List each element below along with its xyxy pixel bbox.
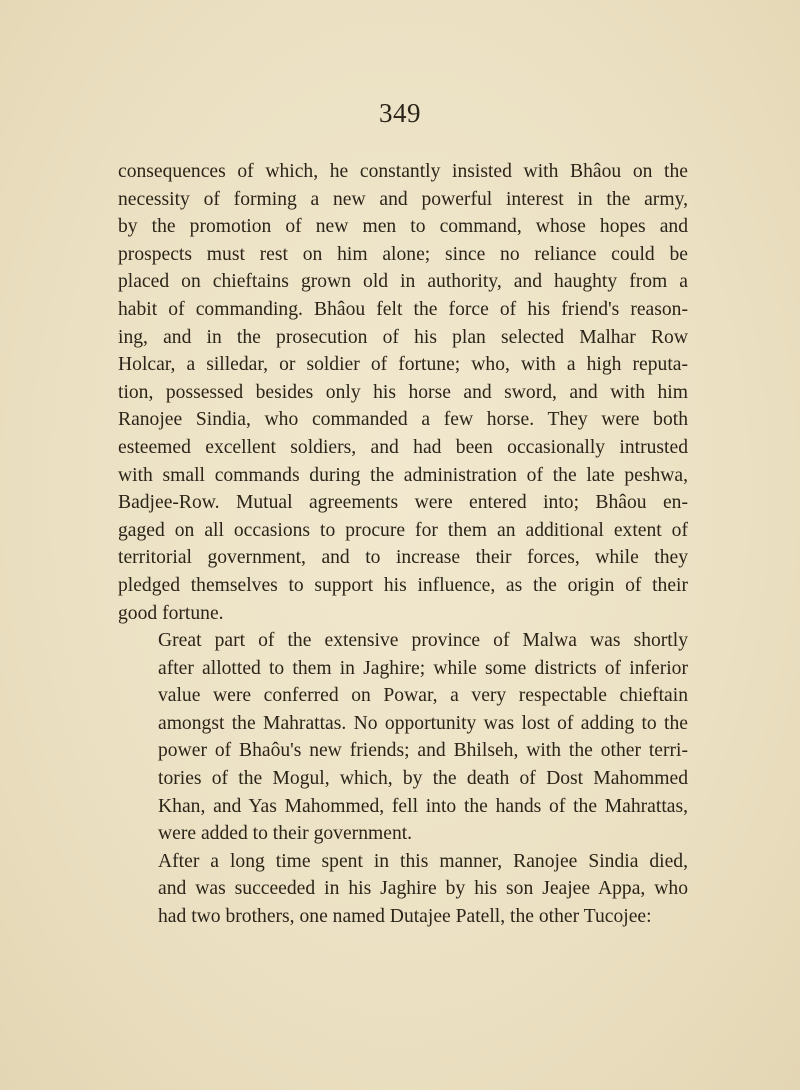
text-line: After a long time spent in this manner, Ranojee Sindia died, — [158, 850, 688, 872]
text-line: amongst the Mahrattas. No opportunity was lost of adding to the — [158, 712, 688, 734]
text-line: territorial government, and to increase their forces, while they — [118, 547, 688, 569]
text-line: consequences of which, he constantly insisted with Bhâou on the — [118, 161, 688, 182]
page-number: 349 — [379, 98, 421, 128]
text-line: gaged on all occasions to procure for them an additional extent of — [118, 519, 688, 541]
text-line: pledged themselves to support his influence, as the origin of their — [118, 574, 688, 596]
text-line: power of Bhaôu's new friends; and Bhilseh, with the other terri- — [158, 740, 688, 762]
text-line: placed on chieftains grown old in authority, and haughty from a — [118, 271, 688, 293]
paragraph — [118, 848, 688, 931]
text-line: by the promotion of new men to command, whose hopes and — [118, 216, 688, 238]
text-line: Holcar, a silledar, or soldier of fortune; who, with a high reputa- — [118, 354, 688, 376]
body-text — [118, 158, 688, 931]
text-line: had two brothers, one named Dutajee Patell, the other Tucojee: — [158, 906, 652, 928]
text-line: with small commands during the administration of the late peshwa, — [118, 464, 688, 486]
text-line: and was succeeded in his Jaghire by his son Jeajee Appa, who — [158, 878, 688, 900]
text-line: Great part of the extensive province of Malwa was shortly — [158, 630, 688, 652]
text-line: ing, and in the prosecution of his plan selected Malhar Row — [118, 326, 688, 348]
paragraph — [118, 158, 688, 627]
text-line: tion, possessed besides only his horse and sword, and with him — [118, 381, 688, 403]
text-line: prospects must rest on him alone; since no reliance could be — [118, 243, 688, 265]
text-line: Ranojee Sindia, who commanded a few horse. They were both — [118, 409, 688, 431]
text-line: good fortune. — [118, 602, 224, 624]
paragraph — [118, 627, 688, 848]
text-line: tories of the Mogul, which, by the death of Dost Mahommed — [158, 768, 688, 790]
text-line: Badjee-Row. Mutual agreements were entered into; Bhâou en- — [118, 492, 688, 514]
text-line: habit of commanding. Bhâou felt the force of his friend's reason- — [118, 298, 688, 320]
text-line: after allotted to them in Jaghire; while some districts of inferior — [158, 657, 688, 679]
text-line: value were conferred on Powar, a very respectable chieftain — [158, 685, 688, 707]
text-line: necessity of forming a new and powerful interest in the army, — [118, 188, 688, 210]
text-line: esteemed excellent soldiers, and had been occasionally intrusted — [118, 436, 688, 458]
text-line: were added to their government. — [158, 823, 413, 845]
text-line: Khan, and Yas Mahommed, fell into the hands of the Mahrattas, — [158, 795, 688, 817]
